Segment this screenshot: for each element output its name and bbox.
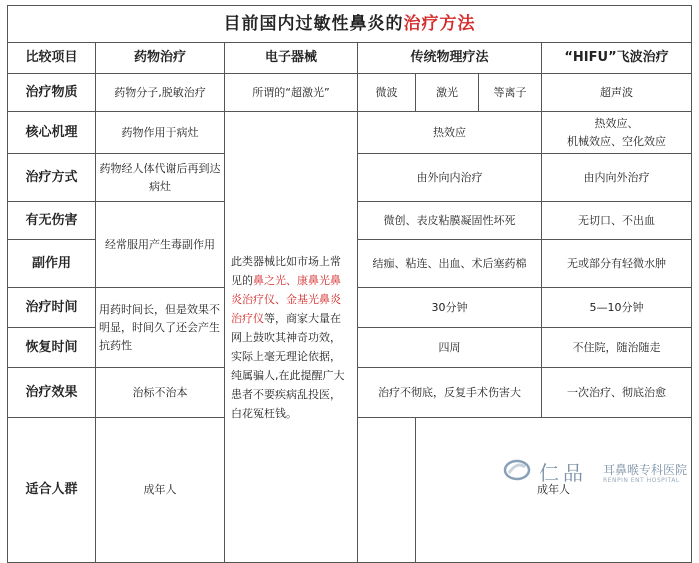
title-prefix: 目前国内过敏性鼻炎的	[223, 14, 404, 34]
cell-phys: 由外向内治疗	[358, 154, 542, 202]
cell-drug: 用药时间长，但是效果不明显，时间久了还会产生抗药性	[96, 288, 225, 368]
page-title	[8, 6, 692, 43]
cell-hifu: 无切口、不出血	[542, 202, 692, 240]
row-label: 恢复时间	[8, 328, 96, 368]
row-label: 副作用	[8, 240, 96, 288]
table-row	[8, 74, 692, 112]
cell-hifu: 热效应、 机械效应、空化效应	[542, 112, 692, 154]
hospital-logo-icon	[503, 457, 531, 483]
hospital-watermark-logo	[503, 455, 693, 487]
cell-phys-microwave: 微波	[358, 74, 416, 112]
cell-phys: 热效应	[358, 112, 542, 154]
title-highlight: 治疗方法	[403, 14, 476, 34]
note-text: 等，商家大量在网上鼓吹其神奇功效，实际上毫无理论依据，纯属骗人,在此提醒广大患者不要疾病乱投医，白花冤枉钱。	[231, 311, 345, 420]
cell-hifu: 超声波	[542, 74, 692, 112]
header-traditional-physical: 传统物理疗法	[358, 43, 542, 74]
row-label: 核心机理	[8, 112, 96, 154]
cell-hifu: 一次治疗、彻底治愈	[542, 368, 692, 418]
cell-drug: 药物分子,脱敏治疗	[96, 74, 225, 112]
row-label: 有无伤害	[8, 202, 96, 240]
cell-phys: 结痂、粘连、出血、术后塞药棉	[358, 240, 542, 288]
device-warning-note	[225, 112, 358, 563]
row-label: 治疗方式	[8, 154, 96, 202]
cell-device-empty	[358, 418, 416, 563]
cell-drug: 药物经人体代谢后再到达病灶	[96, 154, 225, 202]
logo-english-name: RENPIN ENT HOSPITAL	[603, 477, 680, 484]
cell-drug: 药物作用于病灶	[96, 112, 225, 154]
cell-drug: 经常服用产生毒副作用	[96, 202, 225, 288]
note-product-names: 鼻之光、康鼻光鼻炎治疗仪、金基光鼻炎治疗仪	[231, 273, 341, 325]
cell-phys: 微创、表皮粘膜凝固性坏死	[358, 202, 542, 240]
row-label: 治疗时间	[8, 288, 96, 328]
cell-phys: 四周	[358, 328, 542, 368]
cell-phys: 成年人	[416, 418, 692, 563]
cell-drug: 成年人	[96, 418, 225, 563]
header-compare-item: 比较项目	[8, 43, 96, 74]
cell-hifu: 无或部分有轻微水肿	[542, 240, 692, 288]
cell-phys-laser: 激光	[416, 74, 479, 112]
row-label: 治疗效果	[8, 368, 96, 418]
cell-hifu: 5—10分钟	[542, 288, 692, 328]
row-label: 适合人群	[8, 418, 96, 563]
table-row	[8, 112, 692, 154]
cell-phys-plasma: 等离子	[479, 74, 542, 112]
header-electronic-device: 电子器械	[225, 43, 358, 74]
note-text: 此类器械比如市场上常见的	[231, 254, 341, 287]
cell-hifu: 由内向外治疗	[542, 154, 692, 202]
cell-hifu: 不住院，随治随走	[542, 328, 692, 368]
cell-drug: 治标不治本	[96, 368, 225, 418]
logo-hospital-name: 耳鼻喉专科医院	[603, 463, 688, 477]
logo-chinese: 仁品	[539, 461, 587, 485]
cell-phys: 治疗不彻底，反复手术伤害大	[358, 368, 542, 418]
header-hifu: “HIFU”飞波治疗	[542, 43, 692, 74]
cell-device: 所谓的“超激光”	[225, 74, 358, 112]
row-label: 治疗物质	[8, 74, 96, 112]
header-drug-therapy: 药物治疗	[96, 43, 225, 74]
cell-phys: 30分钟	[358, 288, 542, 328]
header-row	[8, 43, 692, 74]
